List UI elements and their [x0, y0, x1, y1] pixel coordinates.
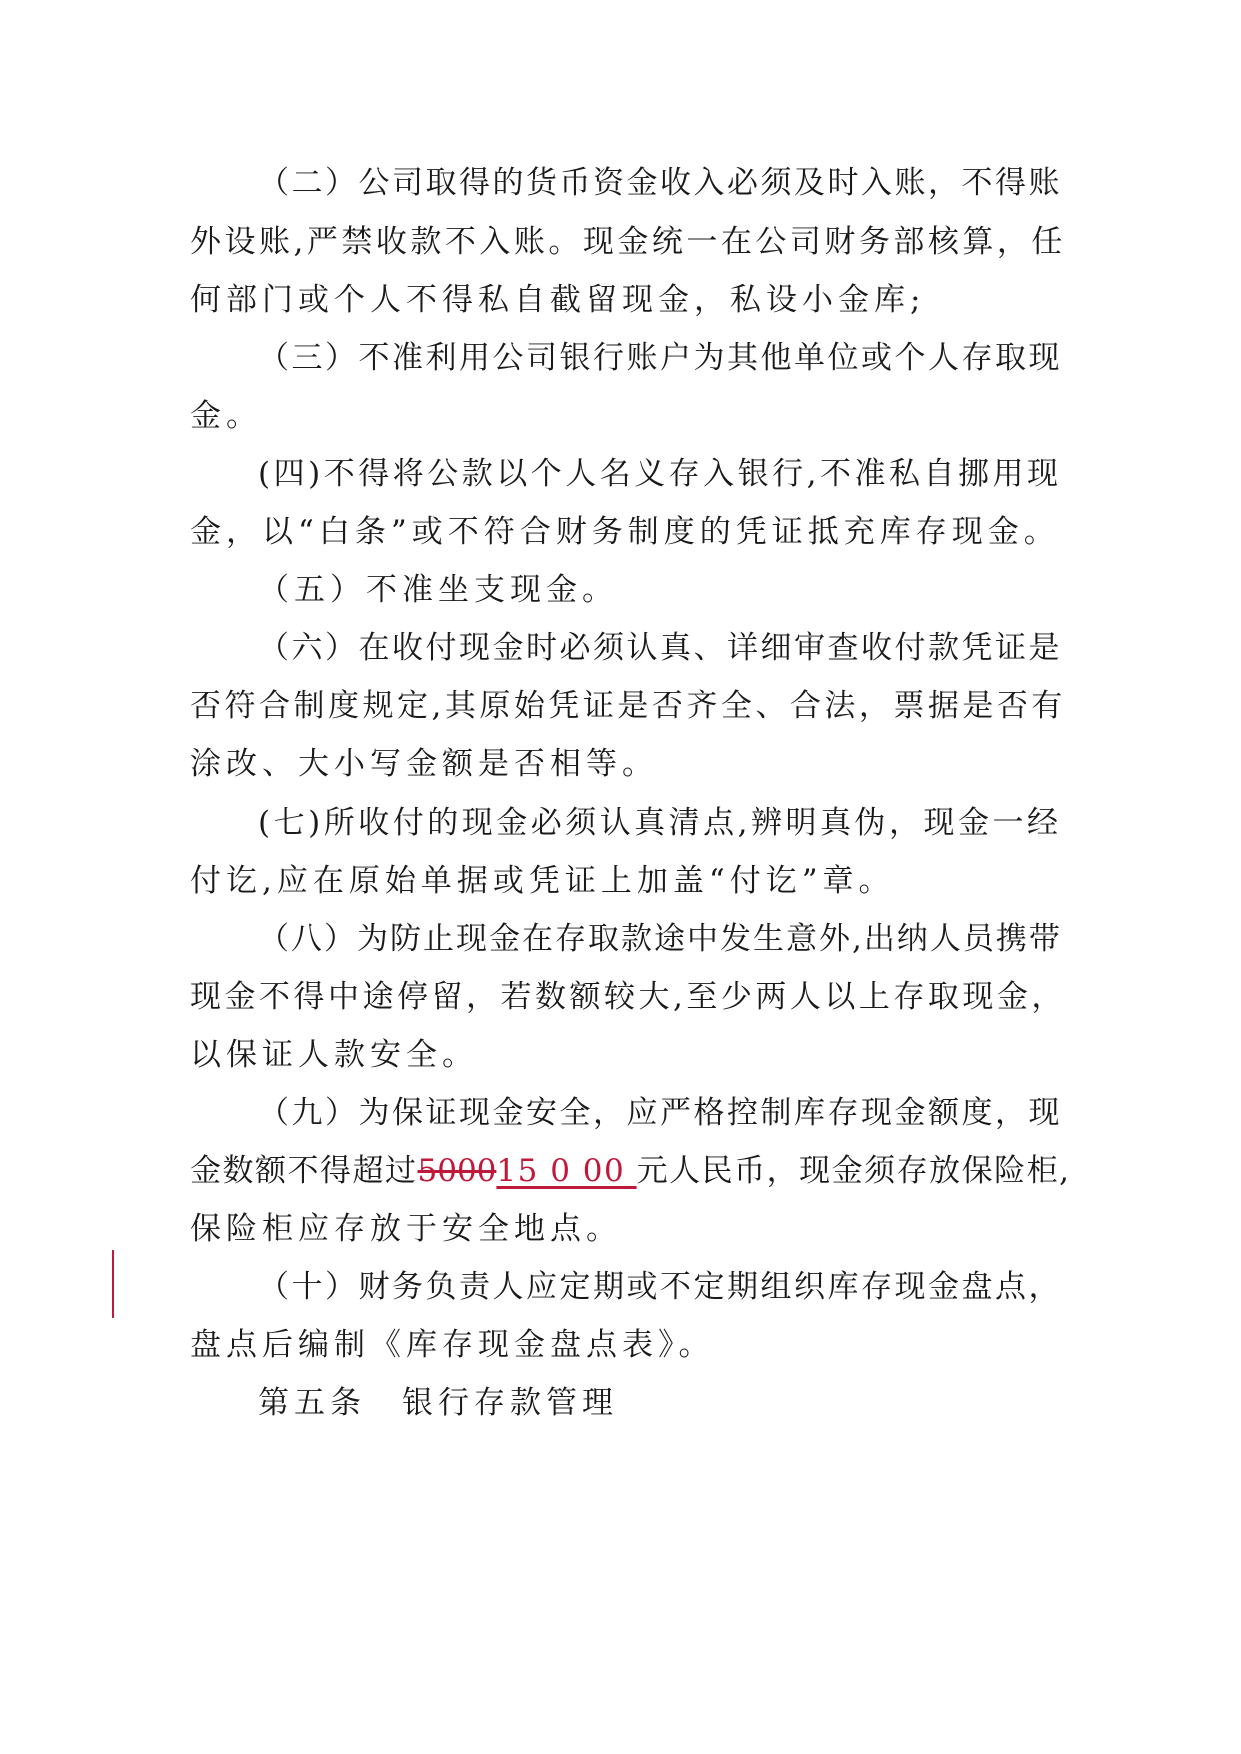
paragraph-5-line-1: （五）不准坐支现金。	[258, 572, 618, 608]
paragraph-10-line-1: （十）财务负责人应定期或不定期组织库存现金盘点，	[258, 1269, 1062, 1305]
paragraph-10-line-2: 盘点后编制《库存现金盘点表》。	[190, 1327, 715, 1363]
paragraph-3-line-1: （三）不准利用公司银行账户为其他单位或个人存取现	[258, 340, 1062, 376]
paragraph-7-line-2: 付讫,应在原始单据或凭证上加盖“付讫”章。	[190, 863, 895, 899]
paragraph-6-line-2: 否符合制度规定,其原始凭证是否齐全、合法，票据是否有	[190, 688, 1066, 724]
deleted-amount: 5000	[417, 1153, 497, 1189]
paragraph-2-line-3: 何部门或个人不得私自截留现金，私设小金库;	[190, 282, 926, 318]
paragraph-4-line-1: (四)不得将公款以个人名义存入银行,不准私自挪用现	[258, 456, 1062, 492]
paragraph-2-line-2: 外设账,严禁收款不入账。现金统一在公司财务部核算，任	[190, 224, 1066, 260]
revision-change-bar	[112, 1250, 114, 1318]
limit-line-prefix: 金数额不得超过	[190, 1153, 418, 1189]
paragraph-6-line-3: 涂改、大小写金额是否相等。	[190, 746, 658, 782]
paragraph-2-line-1: （二）公司取得的货币资金收入必须及时入账，不得账	[258, 165, 1062, 201]
inserted-amount: 15 0 00	[496, 1153, 637, 1189]
paragraph-8-line-1: （八）为防止现金在存取款途中发生意外,出纳人员携带	[258, 921, 1062, 957]
paragraph-8-line-2: 现金不得中途停留，若数额较大,至少两人以上存取现金，	[190, 979, 1066, 1015]
paragraph-6-line-1: （六）在收付现金时必须认真、详细审查收付款凭证是	[258, 630, 1062, 666]
limit-line-suffix: 元人民币，现金须存放保险柜,	[636, 1153, 1071, 1189]
paragraph-9-line-3: 保险柜应存放于安全地点。	[190, 1211, 622, 1247]
paragraph-8-line-3: 以保证人款安全。	[190, 1037, 478, 1073]
paragraph-3-line-2: 金。	[190, 398, 262, 434]
article-5-heading: 第五条 银行存款管理	[258, 1385, 618, 1421]
paragraph-9-line-1: （九）为保证现金安全，应严格控制库存现金额度，现	[258, 1095, 1062, 1131]
paragraph-4-line-2: 金，以“白条”或不符合财务制度的凭证抵充库存现金。	[190, 514, 1060, 550]
paragraph-9-line-2	[190, 1151, 1070, 1191]
paragraph-7-line-1: (七)所收付的现金必须认真清点,辨明真伪，现金一经	[258, 805, 1062, 841]
